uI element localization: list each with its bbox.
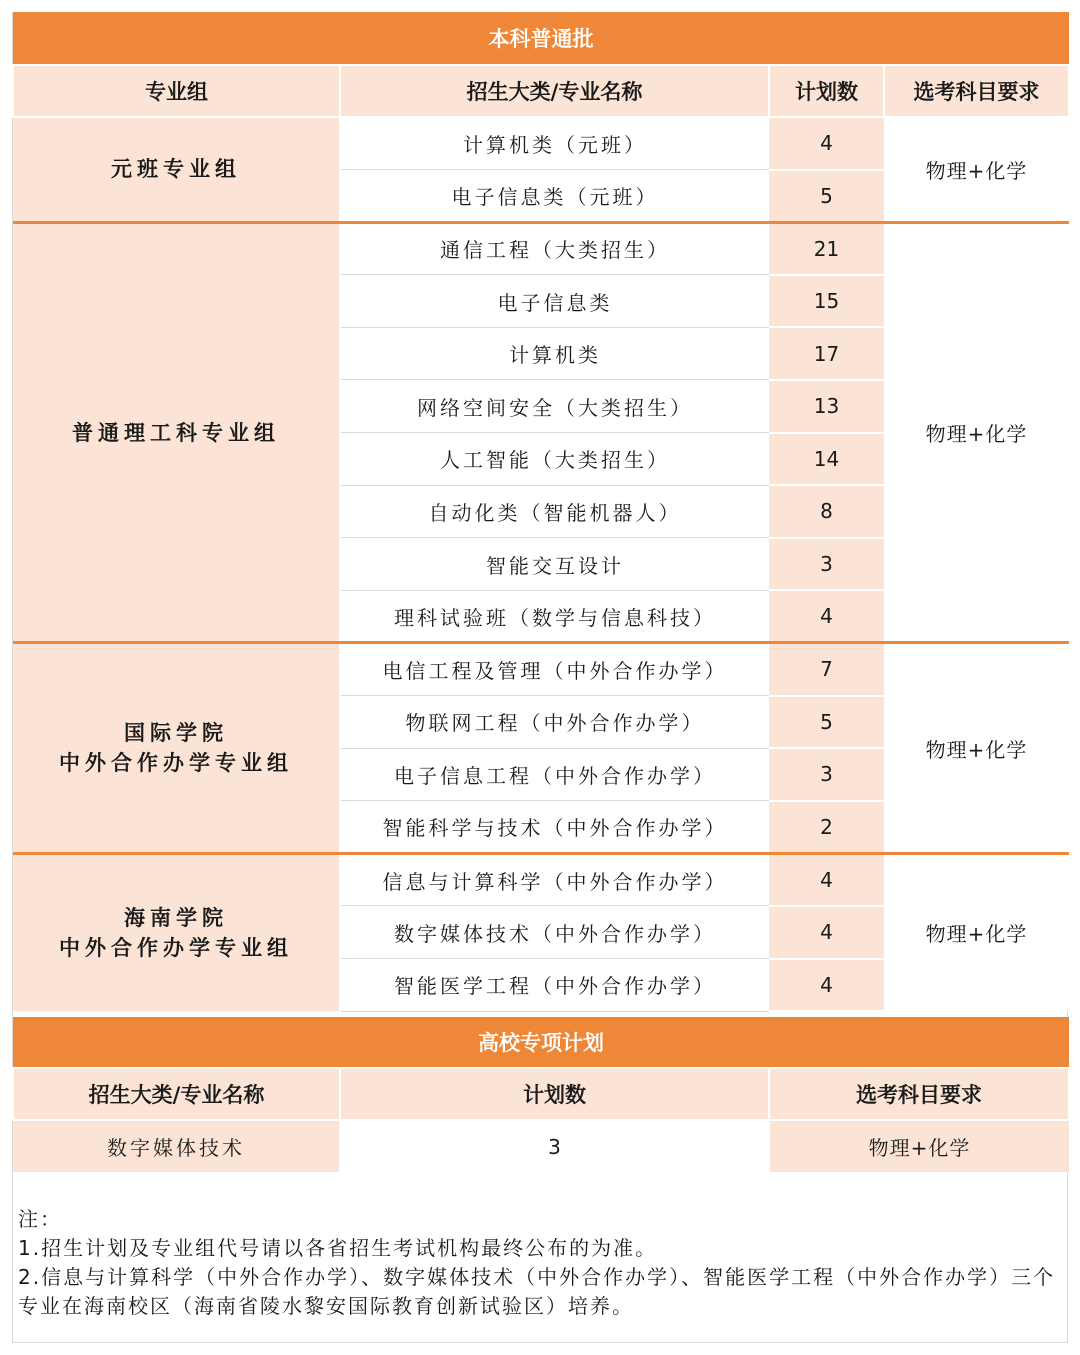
plan-count: 21: [769, 222, 884, 275]
table-row: [13, 117, 1069, 170]
group-name: [13, 853, 340, 1011]
header-major-name: 招生大类/专业名称: [340, 65, 769, 117]
plan-count: 4: [769, 117, 884, 170]
table-row: [13, 853, 1069, 906]
plan-count: 3: [769, 538, 884, 591]
plan-count: 13: [769, 380, 884, 433]
major-name: 网络空间安全（大类招生）: [340, 380, 769, 433]
major-name: 智能医学工程（中外合作办学）: [340, 959, 769, 1012]
main-table-title: 本科普通批: [13, 12, 1069, 65]
plan-count: 17: [769, 327, 884, 380]
major-name: 数字媒体技术（中外合作办学）: [340, 906, 769, 959]
major-name: 信息与计算科学（中外合作办学）: [340, 853, 769, 906]
major-name: 人工智能（大类招生）: [340, 433, 769, 486]
major-name: 自动化类（智能机器人）: [340, 485, 769, 538]
group-name: [13, 117, 340, 222]
notes-section: [18, 1205, 1063, 1321]
major-name: 电信工程及管理（中外合作办学）: [340, 643, 769, 696]
special-plan-count: 3: [340, 1120, 769, 1172]
special-major-name: 数字媒体技术: [13, 1120, 340, 1172]
subject-requirement: 物理+化学: [884, 853, 1069, 1011]
major-name: 物联网工程（中外合作办学）: [340, 696, 769, 749]
table-row: [13, 222, 1069, 275]
special-header-subject-requirement: 选考科目要求: [769, 1068, 1069, 1120]
special-header-major-name: 招生大类/专业名称: [13, 1068, 340, 1120]
subject-requirement: 物理+化学: [884, 643, 1069, 853]
group-name-line: 中外合作办学专业组: [59, 751, 293, 776]
plan-count: 3: [769, 748, 884, 801]
group-name: [13, 643, 340, 853]
table-row: [13, 643, 1069, 696]
group-name-line: 普通理工科专业组: [72, 420, 280, 445]
plan-count: 4: [769, 906, 884, 959]
special-subject-requirement: 物理+化学: [769, 1120, 1069, 1172]
notes-heading: 注：: [18, 1207, 62, 1231]
subject-requirement: 物理+化学: [884, 117, 1069, 222]
major-name: 电子信息类: [340, 275, 769, 328]
plan-count: 7: [769, 643, 884, 696]
plan-count: 4: [769, 853, 884, 906]
special-header-plan-count: 计划数: [340, 1068, 769, 1120]
header-group: 专业组: [13, 65, 340, 117]
plan-count: 15: [769, 275, 884, 328]
header-subject-requirement: 选考科目要求: [884, 65, 1069, 117]
plan-count: 2: [769, 801, 884, 854]
group-name-line: 海南学院: [124, 905, 228, 930]
special-plan-table: [12, 1017, 1070, 1172]
note-item: 1.招生计划及专业组代号请以各省招生考试机构最终公布的为准。: [18, 1236, 658, 1260]
special-table-title: 高校专项计划: [13, 1017, 1069, 1068]
major-name: 电子信息类（元班）: [340, 170, 769, 223]
plan-count: 14: [769, 433, 884, 486]
major-name: 计算机类（元班）: [340, 117, 769, 170]
major-name: 通信工程（大类招生）: [340, 222, 769, 275]
major-name: 智能交互设计: [340, 538, 769, 591]
plan-count: 8: [769, 485, 884, 538]
major-name: 计算机类: [340, 327, 769, 380]
major-name: 智能科学与技术（中外合作办学）: [340, 801, 769, 854]
plan-count: 5: [769, 170, 884, 223]
group-name: [13, 222, 340, 643]
note-item: 2.信息与计算科学（中外合作办学）、数字媒体技术（中外合作办学）、智能医学工程（中外合作办学）三个专业在海南校区（海南省陵水黎安国际教育创新试验区）培养。: [18, 1265, 1056, 1318]
header-plan-count: 计划数: [769, 65, 884, 117]
subject-requirement: 物理+化学: [884, 222, 1069, 643]
plan-count: 4: [769, 590, 884, 643]
major-name: 理科试验班（数学与信息科技）: [340, 590, 769, 643]
table-row: [13, 1120, 1069, 1172]
plan-count: 4: [769, 959, 884, 1012]
major-name: 电子信息工程（中外合作办学）: [340, 748, 769, 801]
main-plan-table: [12, 12, 1070, 1012]
group-name-line: 中外合作办学专业组: [59, 935, 293, 960]
group-name-line: 国际学院: [124, 721, 228, 746]
group-name-line: 元班专业组: [111, 157, 241, 182]
plan-count: 5: [769, 696, 884, 749]
